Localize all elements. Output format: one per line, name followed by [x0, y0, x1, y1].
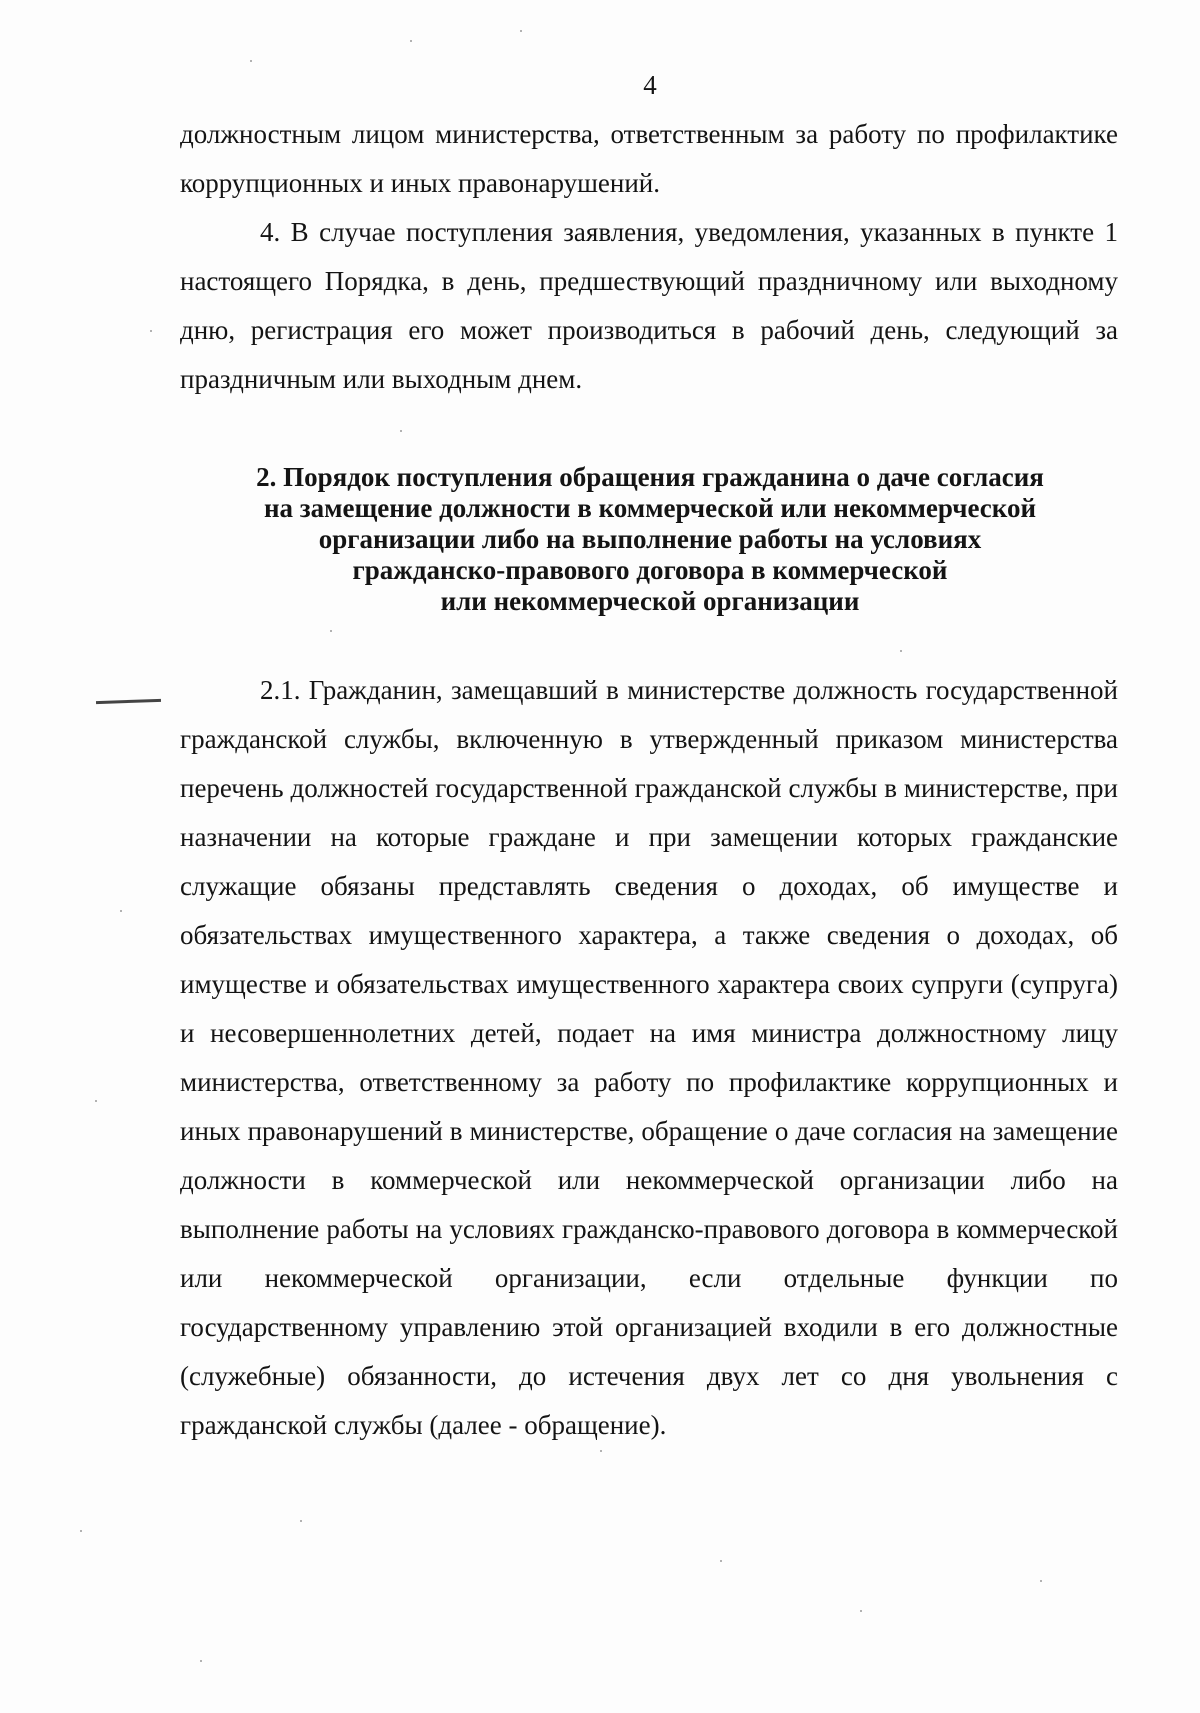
scan-speckle: [330, 630, 332, 632]
paragraph-item-4: 4. В случае поступления заявления, уведомления, указанных в пункте 1 настоящего Порядка, в день, предшествующий праздничному или выходному дню, регистрация его может производиться в рабочий день, следующий за праздничным или выходным днем.: [180, 217, 1118, 394]
page-number: 4: [643, 70, 657, 100]
scan-speckle: [520, 30, 522, 32]
section-2-heading-line: гражданско-правового договора в коммерческой: [352, 555, 948, 585]
scan-speckle: [1040, 1580, 1042, 1582]
scan-speckle: [600, 1450, 602, 1452]
section-2-heading-line: или некоммерческой организации: [440, 586, 860, 616]
scan-speckle: [860, 1610, 862, 1612]
scan-speckle: [900, 650, 902, 652]
scan-speckle: [720, 1560, 722, 1562]
scan-speckle: [150, 330, 152, 332]
scan-speckle: [410, 40, 412, 42]
scan-speckle: [250, 60, 252, 62]
scan-speckle: [80, 1530, 82, 1532]
section-2-heading-line: 2. Порядок поступления обращения гражданина о даче согласия: [256, 462, 1044, 492]
scan-speckle: [95, 1100, 97, 1102]
paragraph-item-2-1: 2.1. Гражданин, замещавший в министерстве должность государственной гражданской службы, включенную в утвержденный приказом министерства перечень должностей государственной гражданской службы в министерстве, при назначении на которые граждане и при замещении которых гражданские служащие обязаны представлять сведения о доходах, об имуществе и обязательствах имущественного характера, а также сведения о доходах, об имуществе и обязательствах имущественного характера своих супруги (супруга) и несовершеннолетних детей, подает на имя министра должностному лицу министерства, ответственному за работу по профилактике коррупционных и иных правонарушений в министерстве, обращение о даче согласия на замещение должности в коммерческой или некоммерческой организации либо на выполнение работы на условиях гражданско-правового договора в коммерческой или некоммерческой организации, если отдельные функции по государственному управлению этой организацией входили в его должностные (служебные) обязанности, до истечения двух лет со дня увольнения с гражданской службы (далее - обращение).: [180, 675, 1118, 1440]
scan-speckle: [120, 910, 122, 912]
section-2-heading: [200, 462, 1100, 617]
margin-pen-mark: [96, 699, 161, 704]
section-2-heading-line: организации либо на выполнение работы на условиях: [318, 524, 982, 554]
scan-speckle: [400, 430, 402, 432]
scan-speckle: [200, 1660, 202, 1662]
section-2-heading-line: на замещение должности в коммерческой или некоммерческой: [263, 493, 1037, 523]
paragraph-continuation: должностным лицом министерства, ответственным за работу по профилактике коррупционных и иных правонарушений.: [180, 119, 1118, 198]
scan-speckle: [300, 1520, 302, 1522]
